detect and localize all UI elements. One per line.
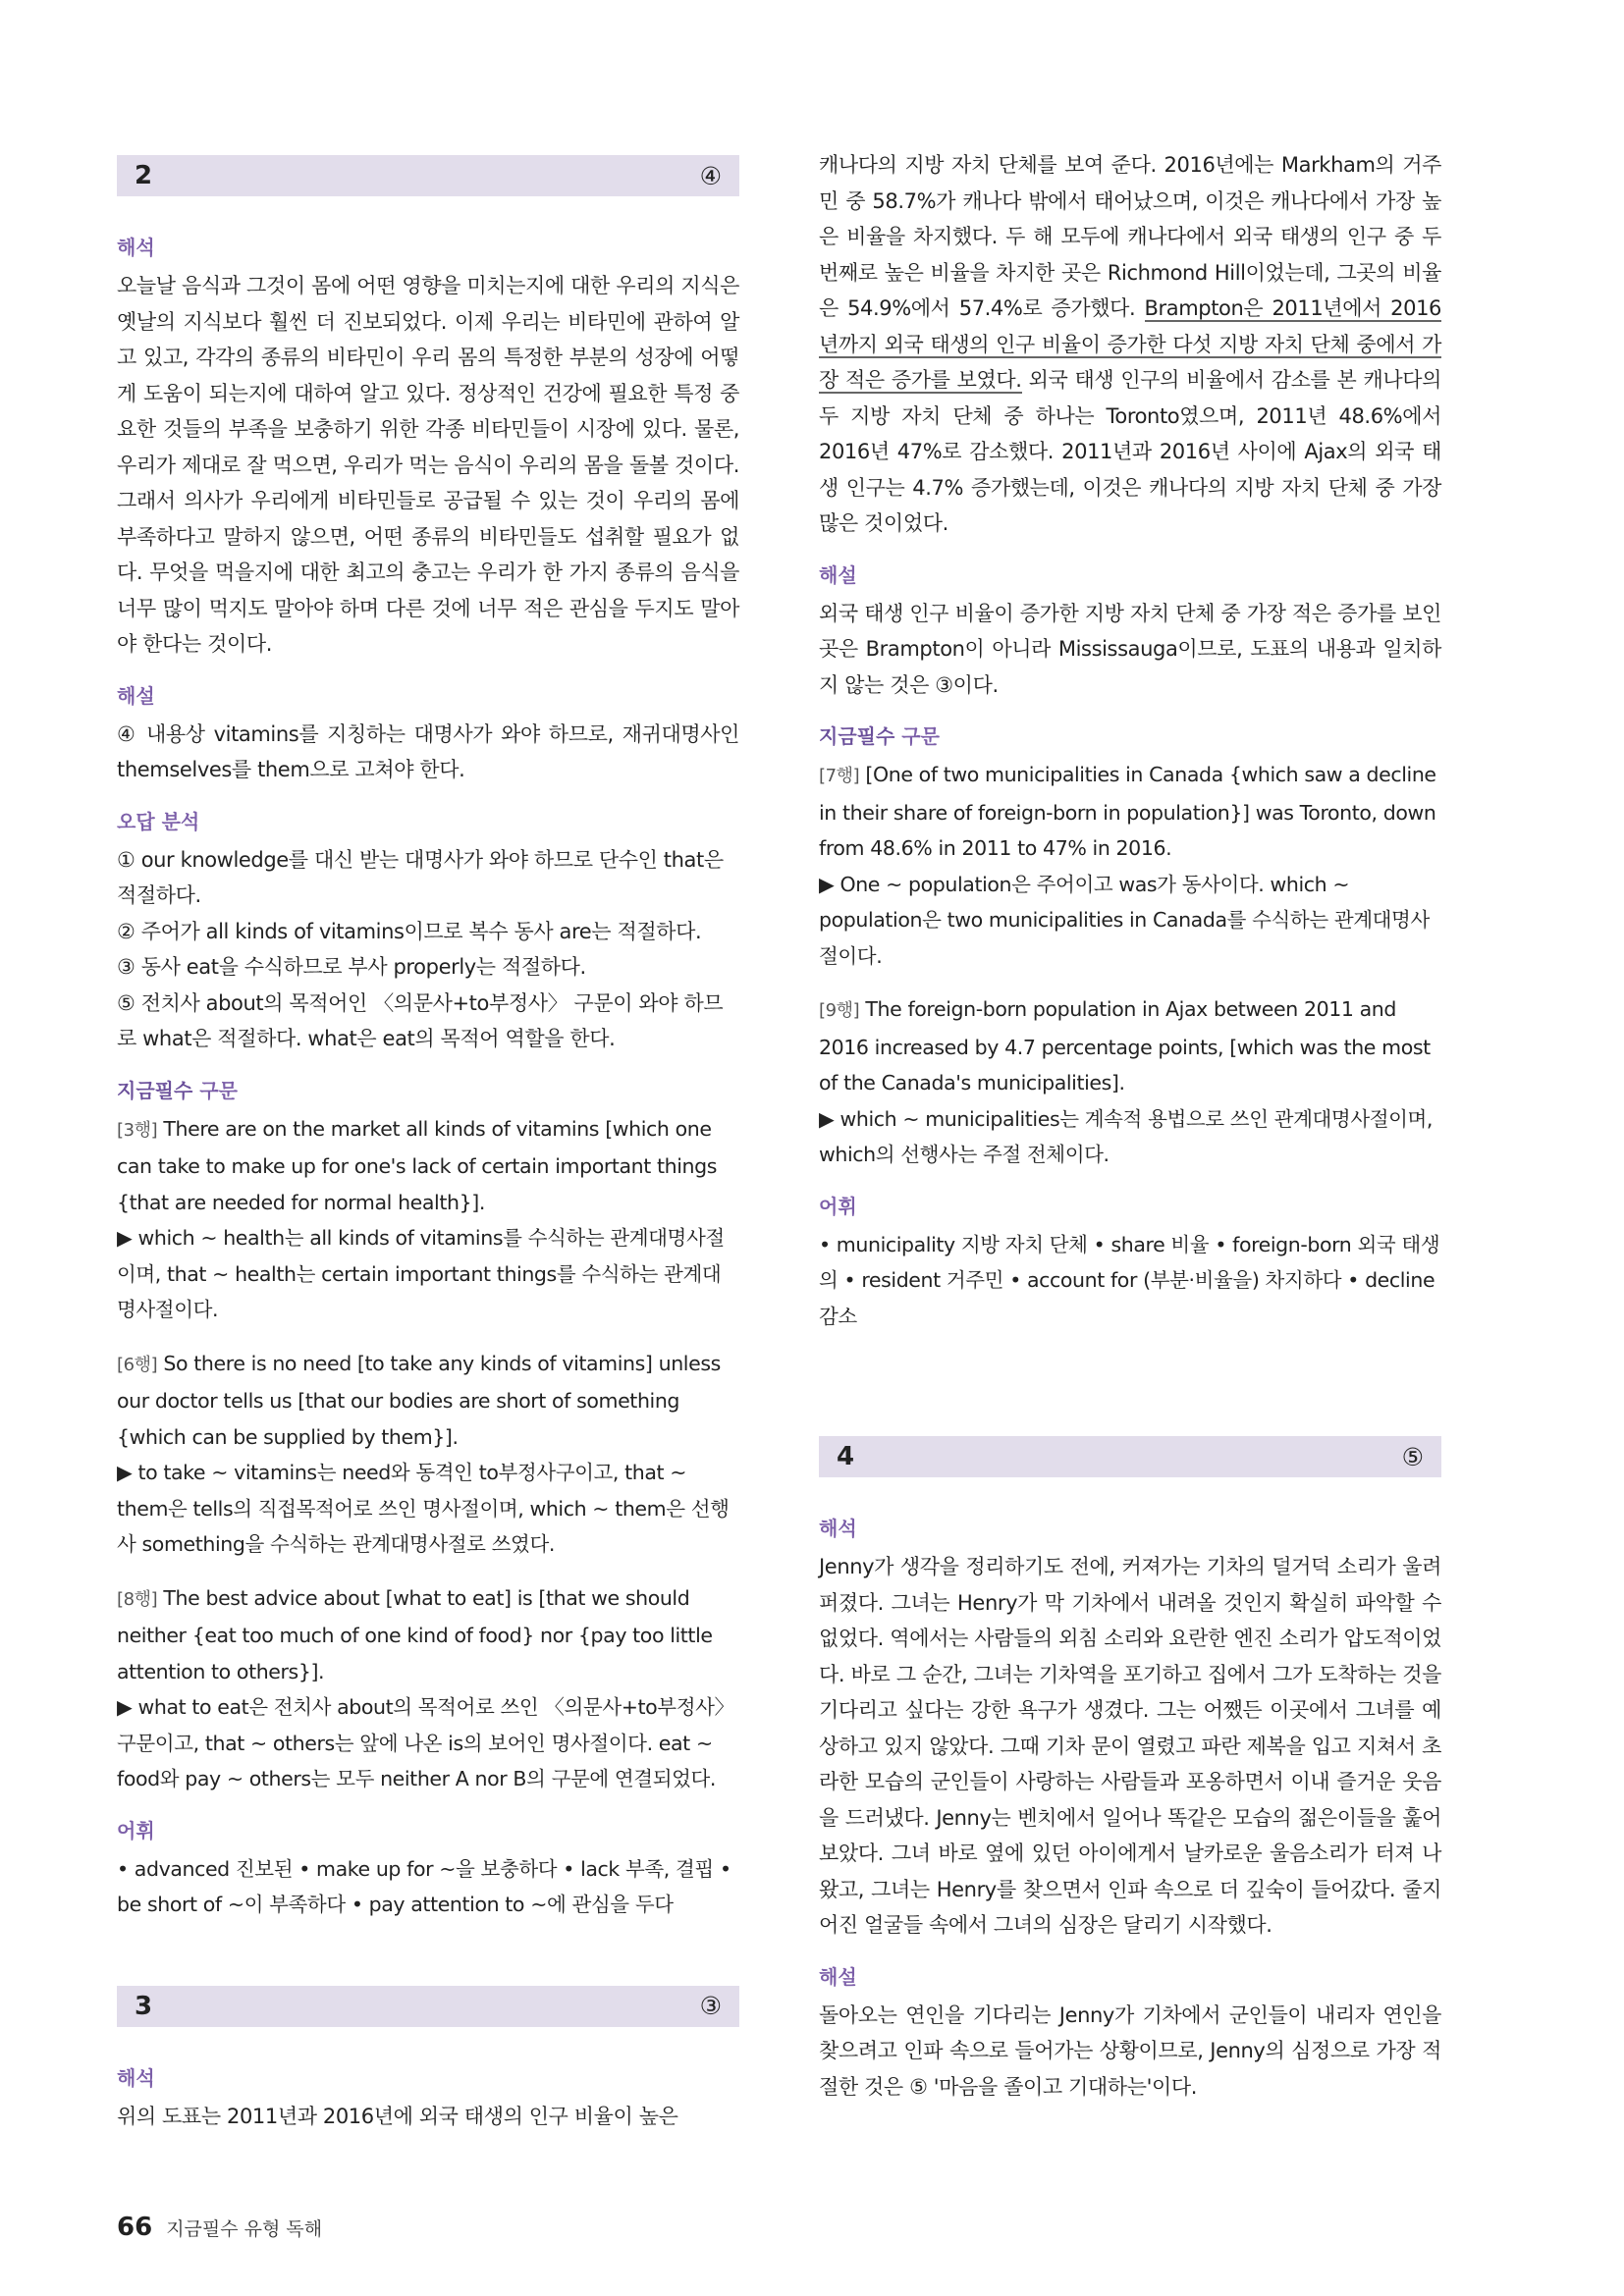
translation-text: 위의 도표는 2011년과 2016년에 외국 태생의 인구 비율이 높은 xyxy=(117,2104,678,2128)
wrong-answer-item: ⑤ 전치사 about의 목적어인 〈의문사+to부정사〉 구문이 와야 하므로 what은 적절하다. what은 eat의 목적어 역할을 한다. xyxy=(117,990,724,1050)
vocabulary-list: • advanced 진보된 • make up for ~을 보충하다 • lack 부족, 결핍 • be short of ~이 부족하다 • pay attention to ~에 관심을 두다 xyxy=(117,1856,731,1916)
translation-text: 오늘날 음식과 그것이 몸에 어떤 영향을 미치는지에 대한 우리의 지식은 옛날의 지식보다 훨씬 더 진보되었다. 이제 우리는 비타민에 관하여 알고 있고, 각각의 종류의 비타민이 우리 몸의 특정한 부분의 성장에 어떻게 도움이 되는지에 대하여 알고 있다. 정상적인 건강에 필요한 특정 중요한 것들의 부족을 보충하기 위한 각종 비타민들이 시장에 있다. 물론, 우리가 제대로 잘 먹으면, 우리가 먹는 음식이 우리의 몸을 돌볼 것이다. 그래서 의사가 우리에게 비타민들로 공급될 수 있는 것이 우리의 몸에 부족하다고 말하지 않으면, 어떤 종류의 비타민들도 섭취할 필요가 없다. 무엇을 먹을지에 대한 최고의 충고는 우리가 한 가지 종류의 음식을 너무 많이 먹지도 말아야 하며 다른 것에 너무 적은 관심을 두지도 말아야 한다는 것이다. xyxy=(117,274,739,656)
wrong-answer-label: 오답 분석 xyxy=(117,809,200,833)
book-title: 지금필수 유형 독해 xyxy=(166,2218,323,2240)
right-column xyxy=(819,147,1441,2122)
question-3-header xyxy=(117,1986,739,2027)
answer-mark: ④ xyxy=(699,161,722,190)
syntax-example: [8행] The best advice about [what to eat] is [that we should neither {eat too much of one kind of food} nor {pay too little attention to others}]. ▶ what to eat은 전치사 about의 목적어로 쓰인 〈의문사+to부정사〉 구문이고, that ~ others는 앞에 나온 is의 보어인 명사절이다. eat ~ food와 pay ~ others는 모두 neither A nor B의 구문에 연결되었다. xyxy=(117,1585,734,1790)
explanation-label: 해설 xyxy=(819,1964,857,1989)
syntax-label: 지금필수 구문 xyxy=(819,724,940,748)
explanation-text: 돌아오는 연인을 기다리는 Jenny가 기차에서 군인들이 내리자 연인을 찾으려고 인파 속으로 들어가는 상황이므로, Jenny의 심정으로 가장 적절한 것은 ⑤ '마음을 졸이고 기대하는'이다. xyxy=(819,2002,1441,2099)
translation-text: Jenny가 생각을 정리하기도 전에, 커져가는 기차의 덜거덕 소리가 울려 퍼졌다. 그녀는 Henry가 막 기차에서 내려올 것인지 확실히 파악할 수 없었다. 역에서는 사람들의 외침 소리와 요란한 엔진 소리가 압도적이었다. 바로 그 순간, 그녀는 기차역을 포기하고 집에서 그가 도착하는 것을 기다리고 싶다는 강한 욕구가 생겼다. 그는 어쨌든 이곳에서 그녀를 예상하고 있지 않았다. 그때 기차 문이 열렸고 파란 제복을 입고 지쳐서 초라한 모습의 군인들이 사랑하는 사람들과 포옹하면서 이내 즐거운 웃음을 드러냈다. Jenny는 벤치에서 일어나 똑같은 모습의 젊은이들을 훑어보았다. 그녀 바로 옆에 있던 아이에게서 날카로운 울음소리가 터져 나왔고, 그녀는 Henry를 찾으면서 인파 속으로 더 깊숙이 들어갔다. 줄지어진 얼굴들 속에서 그녀의 심장은 달리기 시작했다. xyxy=(819,1555,1441,1937)
translation-text: 캐나다의 지방 자치 단체를 보여 준다. 2016년에는 Markham의 거주민 중 58.7%가 캐나다 밖에서 태어났으며, 이것은 캐나다에서 가장 높은 비율을 차지했다. 두 해 모두에 캐나다에서 외국 태생의 인구 중 두 번째로 높은 비율을 차지한 곳은 Richmond Hill이었는데, 그곳의 비율은 54.9%에서 57.4%로 증가했다. Brampton은 2011년에서 2016년까지 외국 태생의 인구 비율이 증가한 다섯 지방 자치 단체 중에서 가장 적은 증가를 보였다. 외국 태생 인구의 비율에서 감소를 본 캐나다의 두 지방 자치 단체 중 하나는 Toronto였으며, 2011년 48.6%에서 2016년 47%로 감소했다. 2011년과 2016년 사이에 Ajax의 외국 태생 인구는 4.7% 증가했는데, 이것은 캐나다의 지방 자치 단체 중 가장 많은 것이었다. xyxy=(819,153,1442,535)
vocabulary-label: 어휘 xyxy=(117,1818,155,1842)
underlined-sentence: Brampton은 2011년에서 2016년까지 외국 태생의 인구 비율이 증가한 다섯 지방 자치 단체 중에서 가장 적은 증가를 보였다. xyxy=(819,296,1441,392)
answer-mark: ③ xyxy=(699,1992,722,2020)
syntax-example: [7행] [One of two municipalities in Canada {which saw a decline in their share of foreign-born in population}] was Toronto, down from 48.6% in 2011 to 47% in 2016. ▶ One ~ population은 주어이고 was가 동사이다. which ~ population은 two municipalities in Canada를 수식하는 관계대명사절이다. xyxy=(819,763,1436,968)
vocabulary-list: • municipality 지방 자치 단체 • share 비율 • foreign-born 외국 태생의 • resident 거주민 • account for (부분·비율을) 차지하다 • decline 감소 xyxy=(819,1232,1440,1328)
explanation-text: ④ 내용상 vitamins를 지칭하는 대명사가 와야 하므로, 재귀대명사인 themselves를 them으로 고쳐야 한다. xyxy=(117,721,739,781)
question-number: 3 xyxy=(135,1991,153,2021)
explanation-label: 해설 xyxy=(117,683,155,708)
translation-label: 해석 xyxy=(117,236,155,259)
page-number: 66 xyxy=(117,2213,153,2242)
question-2-header xyxy=(117,155,739,196)
question-4-header xyxy=(819,1436,1441,1477)
left-column xyxy=(117,155,739,2134)
translation-label: 해석 xyxy=(117,2065,155,2090)
wrong-answer-item: ③ 동사 eat을 수식하므로 부사 properly는 적절하다. xyxy=(117,955,586,979)
translation-label: 해석 xyxy=(819,1517,857,1540)
explanation-label: 해설 xyxy=(819,562,857,587)
answer-mark: ⑤ xyxy=(1401,1442,1424,1471)
syntax-example: [9행] The foreign-born population in Ajax between 2011 and 2016 increased by 4.7 percentage points, [which was the most of the Canada's municipalities]. ▶ which ~ municipalities는 계속적 용법으로 쓰인 관계대명사절이며, which의 선행사는 주절 전체이다. xyxy=(819,997,1434,1166)
explanation-text: 외국 태생 인구 비율이 증가한 지방 자치 단체 중 가장 적은 증가를 보인 곳은 Brampton이 아니라 Mississauga이므로, 도표의 내용과 일치하지 않는 것은 ③이다. xyxy=(819,601,1441,697)
question-number: 2 xyxy=(135,161,153,190)
wrong-answer-item: ② 주어가 all kinds of vitamins이므로 복수 동사 are는 적절하다. xyxy=(117,919,702,943)
vocabulary-label: 어휘 xyxy=(819,1194,857,1218)
wrong-answer-item: ① our knowledge를 대신 받는 대명사가 와야 하므로 단수인 that은 적절하다. xyxy=(117,847,724,907)
syntax-example: [3행] There are on the market all kinds of vitamins [which one can take to make up for one's lack of certain important things {that are needed for normal health}]. ▶ which ~ health는 all kinds of vitamins를 수식하는 관계대명사절이며, that ~ health는 certain important things를 수식하는 관계대명사절이다. xyxy=(117,1116,725,1321)
syntax-example: [6행] So there is no need [to take any kinds of vitamins] unless our doctor tells us [that our bodies are short of something {which can be supplied by them}]. ▶ to take ~ vitamins는 need와 동격인 to부정사구이고, that ~ them은 tells의 직접목적어로 쓰인 명사절이며, which ~ them은 선행사 something을 수식하는 관계대명사절로 쓰였다. xyxy=(117,1351,730,1556)
syntax-label: 지금필수 구문 xyxy=(117,1078,238,1102)
question-number: 4 xyxy=(837,1442,855,1471)
page-footer xyxy=(117,2213,322,2242)
